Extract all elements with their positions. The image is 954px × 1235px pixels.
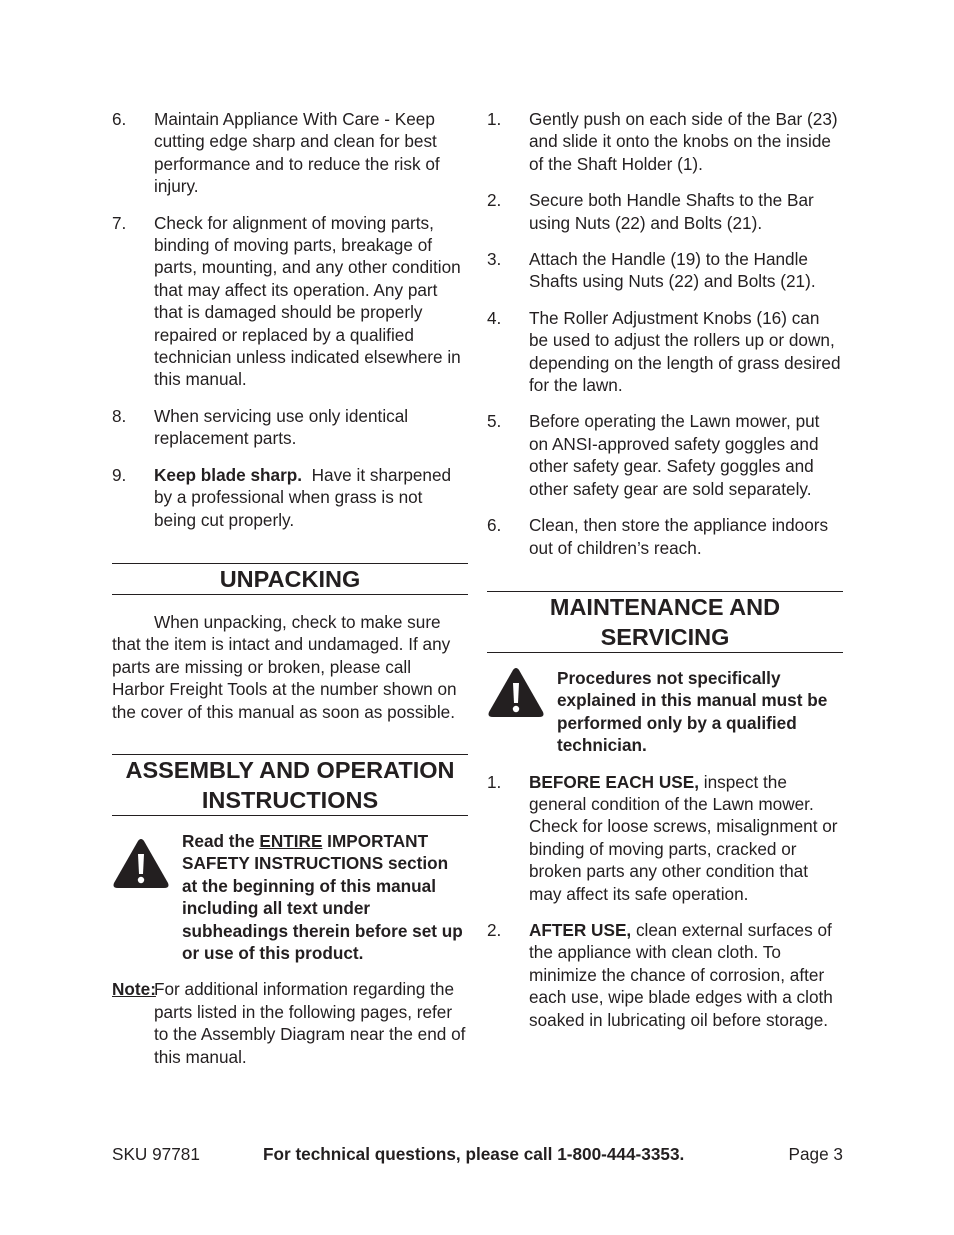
warning-text: Procedures not specifically explained in this manual must be performed only by a qualified technician. [557,667,828,756]
list-item [487,410,843,500]
warning-text-pre: Read the [182,830,260,851]
list-item [112,108,468,198]
item-text: Check for alignment of moving parts, binding of moving parts, breakage of parts, mounting, and any other condition that may affect its operation. Any part that is damaged should be properly repaired or replaced by a qualified technician unless indicated elsewhere in this manual. [154,212,461,390]
assembly-title-line1: ASSEMBLY AND OPERATION [125,756,455,783]
warning-triangle-icon [112,838,170,890]
assembly-note [112,978,468,1068]
item-number: 6. [112,109,127,129]
footer-tech-support: For technical questions, please call 1-800-444-3353. [263,1144,685,1164]
left-column [112,108,468,1068]
list-item [487,248,843,293]
item-text: Before operating the Lawn mower, put on ANSI-approved safety goggles and other safety gear. Safety goggles and other safety gear are sold separately. [529,411,820,499]
assembly-title-line2: INSTRUCTIONS [201,786,379,813]
item-text: Maintain Appliance With Care - Keep cutting edge sharp and clean for best performance and to reduce the risk of injury. [154,109,440,197]
item-number: 1. [487,109,502,129]
item-number: 2. [487,919,502,940]
item-text: Attach the Handle (19) to the Handle Shafts using Nuts (22) and Bolts (21). [529,249,816,292]
list-item [487,108,843,175]
maintenance-warning [487,667,843,757]
note-text: For additional information regarding the parts listed in the following pages, refer to the Assembly Diagram near the end of this manual. [154,979,466,1067]
maintenance-title-line1: MAINTENANCE AND [549,593,781,620]
list-item [487,514,843,559]
item-number: 4. [487,307,502,328]
list-item [487,307,843,397]
item-bold-text: Keep blade sharp. [154,464,303,485]
item-number: 7. [112,212,127,233]
note-label: Note: [112,979,156,1000]
item-number: 2. [487,190,502,211]
item-text: inspect the general condition of the Lawn mower. Check for loose screws, misalignment or binding of moving parts, cracked or broken parts any other condition that may affect its safe operation. [529,771,838,904]
unpacking-title: UNPACKING [219,565,361,592]
item-number: 6. [487,515,502,536]
item-text: Have it sharpened by a professional when grass is not being cut properly. [154,464,456,530]
assembly-warning [112,830,468,964]
maintenance-title-line2: SERVICING [600,623,730,650]
footer-page-number: Page 3 [788,1144,843,1164]
unpacking-heading [112,563,468,595]
item-text: When servicing use only identical replacement parts. [154,405,409,449]
maintenance-heading [487,591,843,653]
item-number: 1. [487,771,502,792]
item-bold-text: BEFORE EACH USE, [529,771,699,792]
list-item [487,189,843,234]
warning-text-underlined: ENTIRE [259,830,323,851]
item-text: Clean, then store the appliance indoors out of children’s reach. [529,515,829,558]
warning-text-post: IMPORTANT SAFETY INSTRUCTIONS section at the beginning of this manual including all text under subheadings therein before set up or use of this product. [182,830,463,963]
warning-triangle-icon [487,667,545,719]
item-number: 5. [487,411,502,432]
list-item [112,212,468,391]
list-item [112,405,468,450]
list-item [112,464,468,531]
item-text: The Roller Adjustment Knobs (16) can be used to adjust the rollers up or down, depending on the length of grass desired for the lawn. [529,307,841,396]
item-text: clean external surfaces of the appliance with clean cloth. To minimize the chance of corrosion, after each use, wipe blade edges with a cloth soaked in lubricating oil before storage. [529,919,833,1030]
item-number: 9. [112,464,127,485]
assembly-heading [112,754,468,816]
list-item [487,919,843,1031]
list-item [487,771,843,905]
item-text: Gently push on each side of the Bar (23) and slide it onto the knobs on the inside of the Shaft Holder (1). [529,109,838,174]
item-text: Secure both Handle Shafts to the Bar using Nuts (22) and Bolts (21). [529,190,814,233]
item-bold-text: AFTER USE, [529,919,632,940]
item-number: 8. [112,405,127,426]
unpacking-paragraph: When unpacking, check to make sure that the item is intact and undamaged. If any parts are missing or broken, please call Harbor Freight Tools at the number shown on the cover of this manual as soon as possible. [112,611,457,722]
footer-sku: SKU 97781 [112,1144,200,1164]
page-footer [112,1143,843,1167]
right-column [487,108,843,1045]
item-number: 3. [487,249,502,270]
